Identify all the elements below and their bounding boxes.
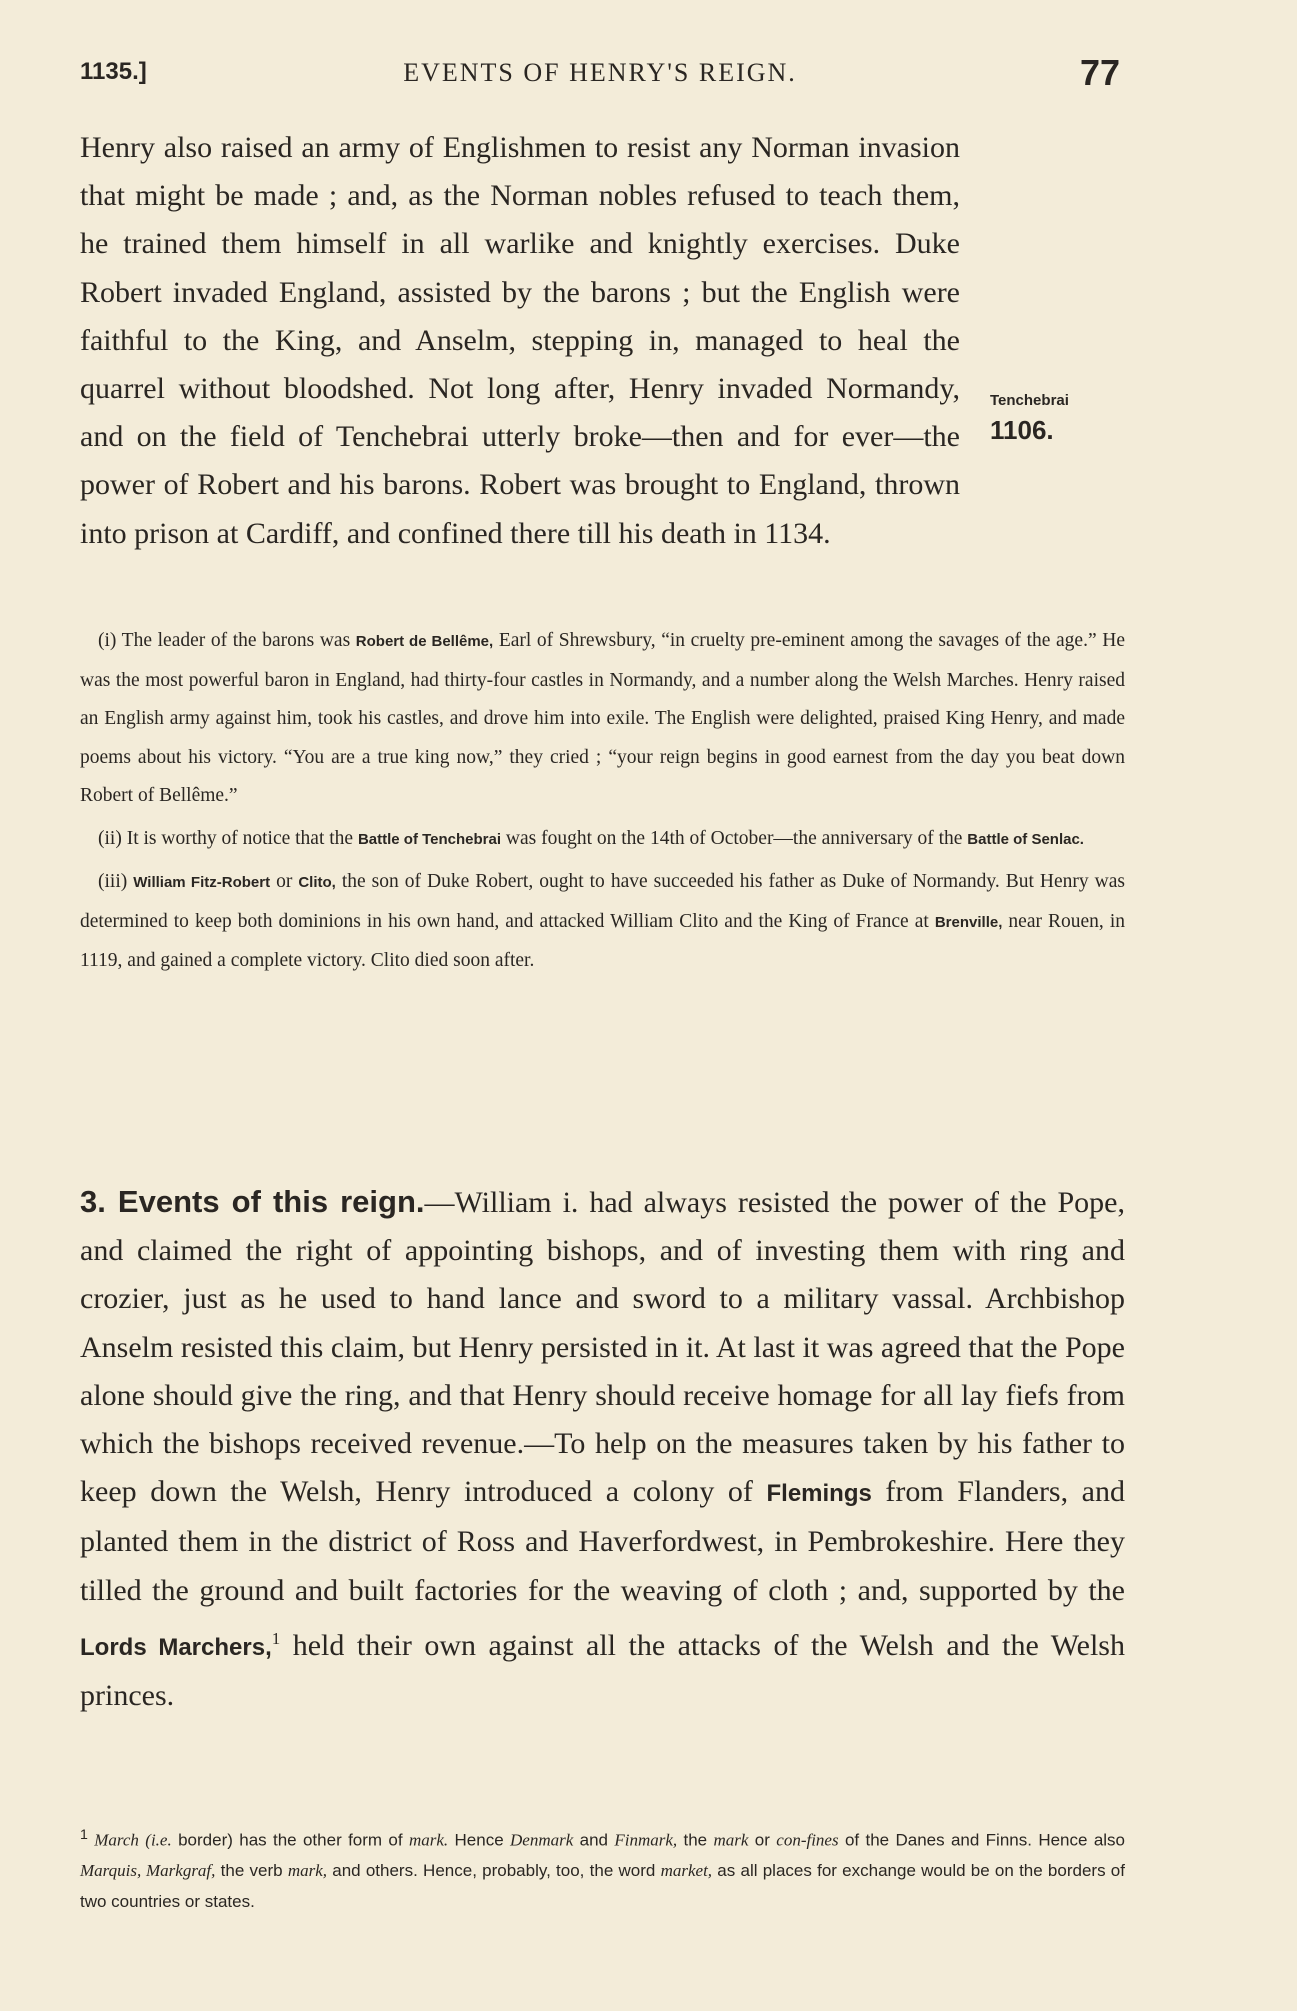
margin-note-year: 1106. [990, 415, 1054, 445]
running-header [80, 48, 1120, 98]
header-year: 1135.] [80, 58, 147, 85]
note-1: (i) The leader of the barons was Robert de Bellême, Earl of Shrewsbury, “in cruelty pre-eminent among the savages of the age.” He was the most powerful baron in England, had thirty-four castles in Normandy, and a number along the Welsh Marches. Henry raised an English army against him, took his castles, and drove him into exile. The English were delighted, praised King Henry, and made poems about his victory. “You are a true king now,” they cried ; “your reign begins in good earnest from the day you beat down Robert of Bellême.” [80, 630, 1125, 806]
section-heading: 3. Events of this reign. [80, 1184, 425, 1219]
margin-note-label: Tenchebrai [990, 392, 1069, 409]
note-3: (iii) William Fitz-Robert or Clito, the son of Duke Robert, ought to have succeeded his father as Duke of Normandy. But Henry was determined to keep both dominions in his own hand, and attacked William Clito and the King of France at Brenville, near Rouen, in 1119, and gained a complete victory. Clito died soon after. [80, 871, 1125, 971]
header-title: EVENTS OF HENRY'S REIGN. [403, 58, 797, 87]
page-number: 77 [1079, 52, 1120, 93]
footnote: $^1$ March (i.e. border) has the other form of mark. Hence Denmark and Finmark, the mark or con-fines of the Danes and Finns. Hence also Marquis, Markgraf, the verb mark, and others. Hence, probably, too, the word market, as all places for exchange would be on the borders of two countries or states. [80, 1827, 1125, 1911]
footnote-ref: 1 [271, 1628, 281, 1648]
section-events: 3. Events of this reign.—William i. had always resisted the power of the Pope, and claimed the right of appointing bishops, and of investing them with ring and crozier, just as he used to hand lance and sword to a military vassal. Archbishop Anselm resisted this claim, but Henry persisted in it. At last it was agreed that the Pope alone should give the ring, and that Henry should receive homage for all lay fiefs from which the bishops received revenue.—To help on the measures taken by his father to keep down the Welsh, Henry introduced a colony of Flemings from Flanders, and planted them in the district of Ross and Haverfordwest, in Pembrokeshire. Here they tilled the ground and built factories for the weaving of cloth ; and, supported by the Lords Marchers,$^1$ held their own against all the attacks of the Welsh and the Welsh princes. [80, 1184, 1125, 1713]
margin-note [990, 392, 1120, 446]
notes-block [80, 622, 1125, 985]
paragraph-henry-army: Henry also raised an army of Englishmen to resist any Norman invasion that might be made ; and, as the Norman nobles refused to teach them, he trained them himself in all warlike and knightly exercises. Duke Robert invaded England, assisted by the barons ; but the English were faithful to the King, and Anselm, stepping in, managed to heal the quarrel without bloodshed. Not long after, Henry invaded Normandy, and on the field of Tenchebrai utterly broke—then and for ever—the power of Robert and his barons. Robert was brought to England, thrown into prison at Cardiff, and confined there till his death in 1134. [80, 131, 960, 550]
note-2: (ii) It is worthy of notice that the Battle of Tenchebrai was fought on the 14th of October—the anniversary of the Battle of Senlac. [98, 827, 1084, 849]
